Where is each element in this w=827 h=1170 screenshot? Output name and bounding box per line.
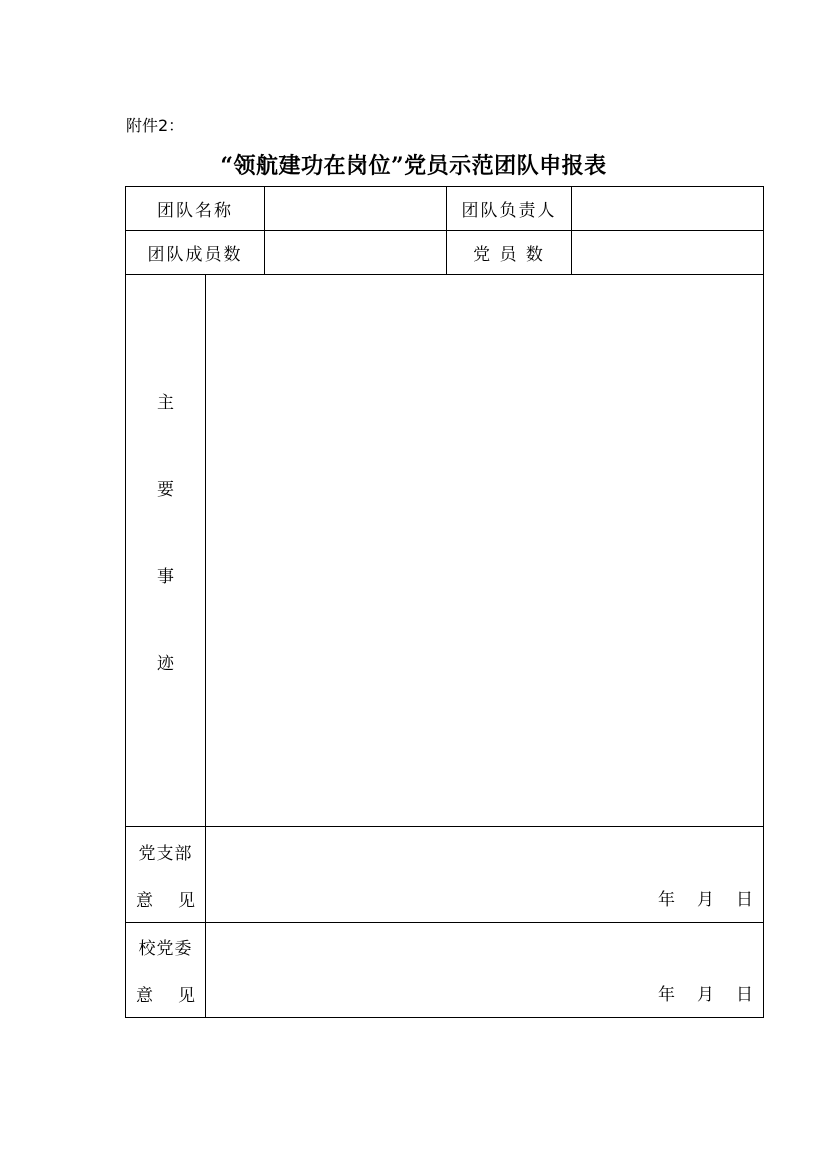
date-year: 年 bbox=[658, 890, 675, 910]
committee-opinion-line1: 校党委 bbox=[138, 939, 193, 959]
committee-opinion-date bbox=[658, 980, 753, 1005]
date-month: 月 bbox=[697, 985, 714, 1005]
team-leader-label: 团队负责人 bbox=[447, 187, 572, 231]
committee-opinion-label bbox=[126, 923, 206, 1018]
main-deeds-char-3: 事 bbox=[157, 566, 174, 587]
main-deeds-char-1: 主 bbox=[157, 392, 174, 413]
committee-opinion-field[interactable] bbox=[206, 923, 764, 1018]
page-title: “领航建功在岗位”党员示范团队申报表 bbox=[220, 153, 607, 179]
party-member-count-field[interactable] bbox=[572, 231, 764, 275]
party-member-count-text: 党 员 数 bbox=[473, 245, 545, 265]
branch-opinion-field[interactable] bbox=[206, 827, 764, 923]
branch-opinion-char-b: 见 bbox=[178, 890, 195, 911]
team-name-field[interactable] bbox=[265, 187, 447, 231]
member-count-label: 团队成员数 bbox=[126, 231, 265, 275]
main-deeds-field[interactable] bbox=[206, 275, 764, 827]
main-deeds-label bbox=[126, 275, 206, 827]
date-day: 日 bbox=[736, 985, 753, 1005]
main-deeds-char-2: 要 bbox=[157, 479, 174, 500]
main-deeds-char-4: 迹 bbox=[157, 653, 174, 674]
party-member-count-label bbox=[447, 231, 572, 275]
team-leader-field[interactable] bbox=[572, 187, 764, 231]
attachment-label: 附件2： bbox=[126, 116, 185, 135]
branch-opinion-date bbox=[658, 885, 753, 910]
branch-opinion-line1: 党支部 bbox=[138, 843, 193, 864]
application-form-table bbox=[125, 186, 764, 1018]
date-year: 年 bbox=[658, 985, 675, 1005]
branch-opinion-line2 bbox=[126, 886, 205, 911]
member-count-field[interactable] bbox=[265, 231, 447, 275]
committee-opinion-char-a: 意 bbox=[136, 986, 153, 1006]
committee-opinion-char-b: 见 bbox=[178, 986, 195, 1006]
branch-opinion-char-a: 意 bbox=[136, 890, 153, 911]
team-name-label: 团队名称 bbox=[126, 187, 265, 231]
date-month: 月 bbox=[697, 890, 714, 910]
date-day: 日 bbox=[736, 890, 753, 910]
committee-opinion-line2 bbox=[126, 981, 205, 1006]
branch-opinion-label bbox=[126, 827, 206, 923]
